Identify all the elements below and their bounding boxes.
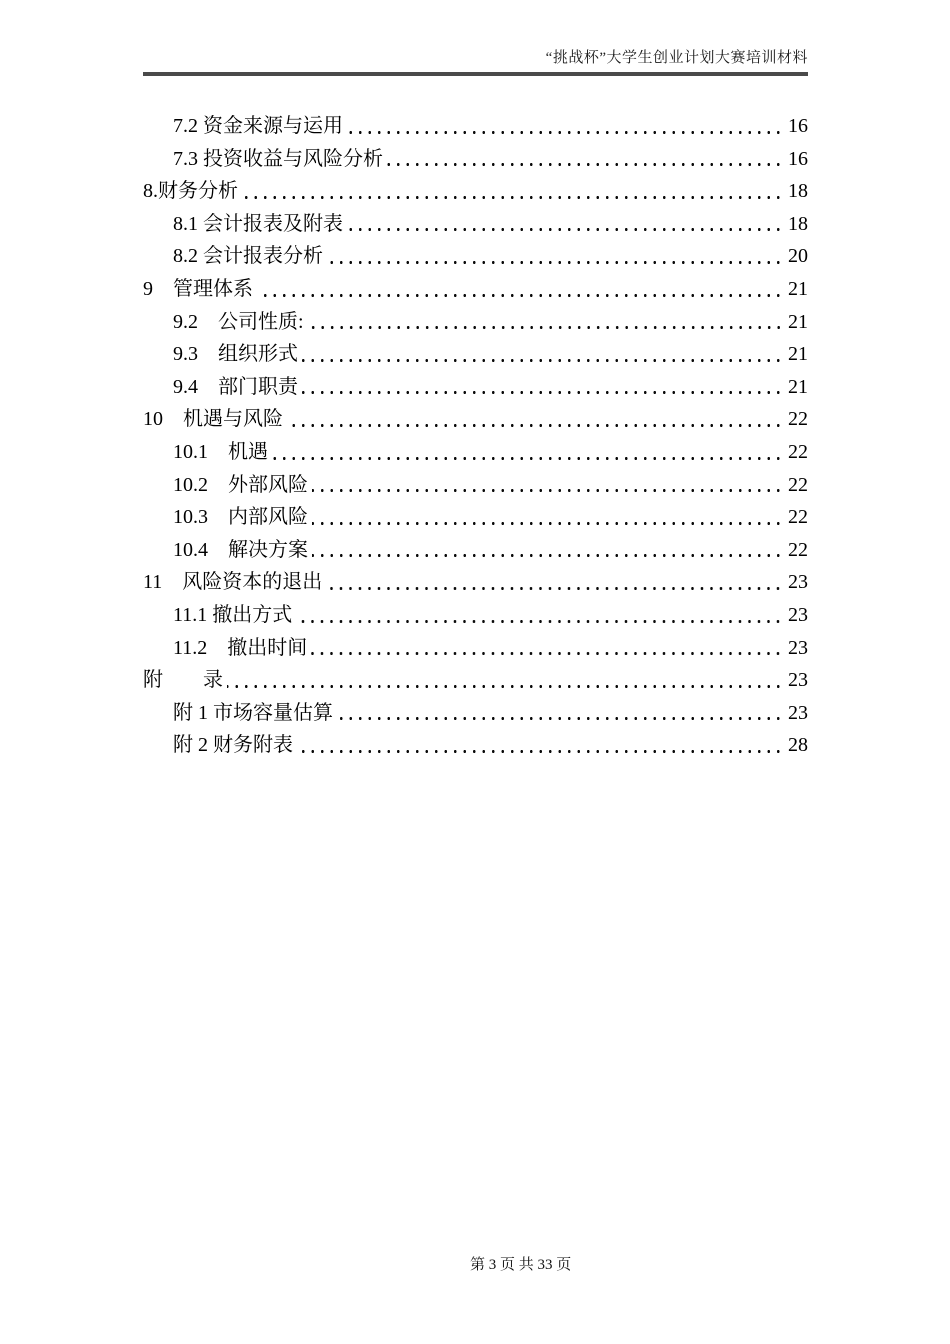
toc-entry[interactable] (143, 306, 808, 339)
toc-dot-leader (312, 501, 783, 534)
toc-entry[interactable] (143, 566, 808, 599)
toc-entry-label: 10.3 内部风险 (173, 506, 308, 529)
toc-entry-page: 16 (788, 147, 808, 170)
toc-entry-label: 10 机遇与风险 (143, 408, 283, 431)
toc-dot-leader (347, 110, 783, 143)
toc-entry[interactable] (143, 403, 808, 436)
toc-dot-leader (312, 469, 783, 502)
toc-entry-label: 9 管理体系 (143, 277, 253, 300)
toc-entry-page: 23 (788, 603, 808, 626)
toc-dot-leader (302, 338, 783, 371)
toc-entry[interactable] (143, 469, 808, 502)
toc-entry-label: 7.3 投资收益与风险分析 (173, 147, 383, 170)
toc-entry-page: 22 (788, 440, 808, 463)
toc-entry[interactable] (143, 371, 808, 404)
toc-entry[interactable] (143, 501, 808, 534)
toc-entry-page: 23 (788, 636, 808, 659)
toc-entry[interactable] (143, 143, 808, 176)
toc-entry-label: 11.2 撤出时间 (173, 636, 308, 659)
toc-entry[interactable] (143, 729, 808, 762)
toc-dot-leader (272, 436, 783, 469)
toc-entry-label: 10.4 解决方案 (173, 538, 308, 561)
toc-entry-page: 20 (788, 245, 808, 268)
toc-entry-label: 附 1 市场容量估算 (173, 701, 333, 724)
toc-entry-label: 8.财务分析 (143, 180, 238, 203)
toc-entry[interactable] (143, 664, 808, 697)
toc-entry[interactable] (143, 208, 808, 241)
toc-dot-leader (311, 632, 783, 665)
toc-entry-label: 9.2 公司性质: (173, 310, 304, 333)
toc-entry[interactable] (143, 534, 808, 567)
toc-dot-leader (326, 566, 783, 599)
toc-dot-leader (347, 208, 783, 241)
header-title: “挑战杯”大学生创业计划大赛培训材料 (545, 50, 808, 66)
page-footer-text: 第 3 页 共 33 页 (470, 1257, 572, 1273)
toc-entry[interactable] (143, 338, 808, 371)
toc-entry-label: 10.1 机遇 (173, 440, 268, 463)
toc-entry-page: 23 (788, 571, 808, 594)
toc-entry[interactable] (143, 273, 808, 306)
toc-entry-label: 10.2 外部风险 (173, 473, 308, 496)
toc-entry-label: 11 风险资本的退出 (143, 571, 323, 594)
header-rule (143, 72, 808, 76)
toc-dot-leader (287, 403, 783, 436)
toc-dot-leader (337, 697, 783, 730)
toc-entry[interactable] (143, 110, 808, 143)
toc-entry-page: 21 (788, 343, 808, 366)
toc-entry-label: 8.2 会计报表分析 (173, 245, 323, 268)
toc-entry[interactable] (143, 240, 808, 273)
toc-dot-leader (312, 534, 783, 567)
toc-dot-leader (242, 175, 783, 208)
toc-entry-label: 附 录 (143, 669, 223, 692)
toc-entry-page: 23 (788, 701, 808, 724)
toc-entry-label: 9.3 组织形式 (173, 343, 298, 366)
toc-entry-label: 11.1 撤出方式 (173, 603, 293, 626)
toc-dot-leader (327, 240, 783, 273)
toc-entry-label: 7.2 资金来源与运用 (173, 115, 343, 137)
toc-dot-leader (302, 371, 783, 404)
table-of-contents (143, 110, 808, 762)
toc-dot-leader (387, 143, 783, 176)
toc-dot-leader (296, 599, 783, 632)
toc-dot-leader (297, 729, 783, 762)
toc-entry-page: 28 (788, 734, 808, 757)
toc-entry-page: 21 (788, 277, 808, 300)
toc-entry-label: 附 2 财务附表 (173, 734, 293, 757)
toc-dot-leader (257, 273, 783, 306)
toc-entry-page: 16 (788, 115, 808, 137)
toc-entry-page: 21 (788, 375, 808, 398)
toc-entry-label: 8.1 会计报表及附表 (173, 212, 343, 235)
toc-entry-page: 22 (788, 473, 808, 496)
toc-entry[interactable] (143, 599, 808, 632)
toc-dot-leader (227, 664, 783, 697)
toc-dot-leader (308, 306, 783, 339)
toc-entry-label: 9.4 部门职责 (173, 375, 298, 398)
toc-entry[interactable] (143, 697, 808, 730)
toc-entry[interactable] (143, 436, 808, 469)
toc-entry-page: 22 (788, 538, 808, 561)
toc-entry-page: 22 (788, 408, 808, 431)
toc-entry[interactable] (143, 632, 808, 665)
toc-entry[interactable] (143, 175, 808, 208)
toc-entry-page: 22 (788, 506, 808, 529)
toc-entry-page: 23 (788, 669, 808, 692)
toc-entry-page: 18 (788, 180, 808, 203)
toc-entry-page: 21 (788, 310, 808, 333)
toc-entry-page: 18 (788, 212, 808, 235)
